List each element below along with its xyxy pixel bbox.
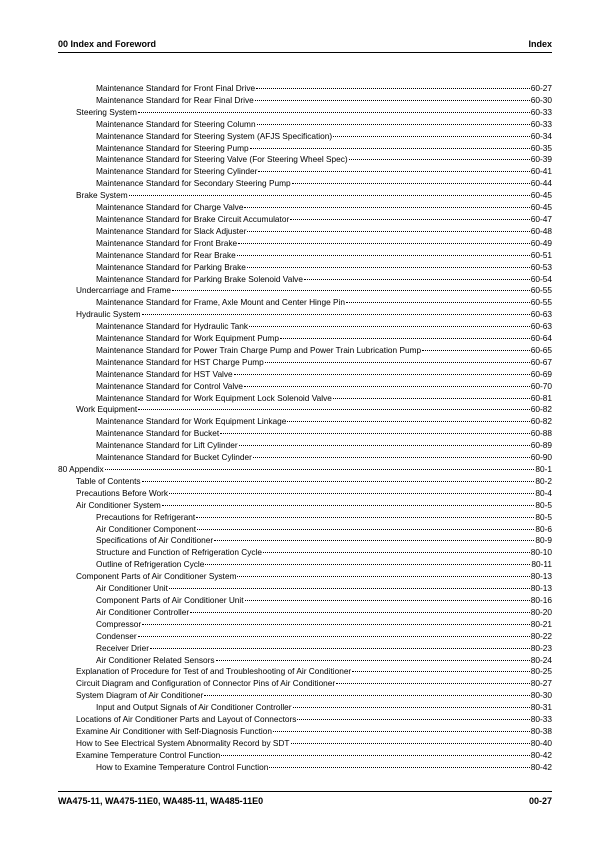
- dot-leader: [237, 576, 529, 577]
- toc-entry-page: 80-11: [531, 559, 552, 570]
- toc-entry[interactable]: [58, 250, 552, 262]
- toc-entry[interactable]: [58, 631, 552, 643]
- dot-leader: [204, 695, 529, 696]
- dot-leader: [162, 505, 535, 506]
- toc-entry-title: Maintenance Standard for Frame, Axle Mount and Center Hinge Pin: [96, 297, 346, 308]
- toc-entry-page: 80-9: [535, 535, 552, 546]
- toc-entry-page: 80-42: [530, 761, 552, 772]
- toc-entry-title: Maintenance Standard for Power Train Charge Pump and Power Train Lubrication Pump: [96, 344, 422, 355]
- dot-leader: [257, 124, 530, 125]
- dot-leader: [291, 743, 530, 744]
- toc-entry-title: Maintenance Standard for Work Equipment Linkage: [96, 416, 287, 427]
- toc-entry-page: 60-39: [530, 154, 552, 165]
- dot-leader: [352, 671, 530, 672]
- toc-entry[interactable]: [58, 238, 552, 250]
- dot-leader: [297, 719, 529, 720]
- dot-leader: [256, 88, 530, 89]
- toc-entry[interactable]: [58, 547, 552, 559]
- dot-leader: [138, 112, 530, 113]
- toc-entry-page: 80-4: [535, 487, 552, 498]
- toc-entry-page: 80-24: [530, 654, 552, 665]
- toc-entry-title: Maintenance Standard for Steering Cylinder: [96, 166, 258, 177]
- toc-entry-title: Circuit Diagram and Configuration of Connector Pins of Air Conditioner: [76, 678, 336, 689]
- toc-entry-title: Maintenance Standard for Slack Adjuster: [96, 225, 247, 236]
- toc-entry-page: 60-33: [530, 118, 552, 129]
- toc-entry-page: 80-5: [535, 499, 552, 510]
- toc-entry-page: 80-1: [535, 464, 552, 474]
- dot-leader: [249, 326, 530, 327]
- toc-entry[interactable]: [58, 428, 552, 440]
- dot-leader: [265, 362, 530, 363]
- toc-entry[interactable]: [58, 154, 552, 166]
- dot-leader: [247, 231, 529, 232]
- toc-entry-title: Input and Output Signals of Air Conditioner Controller: [96, 702, 292, 713]
- toc-entry-title: Maintenance Standard for Bucket Cylinder: [96, 452, 252, 463]
- toc-entry-title: Component Parts of Air Conditioner Unit: [96, 594, 244, 605]
- dot-leader: [220, 433, 530, 434]
- toc-entry[interactable]: [58, 762, 552, 774]
- toc-entry-title: Maintenance Standard for Bucket: [96, 428, 220, 439]
- toc-entry-title: Compressor: [96, 618, 142, 629]
- toc-entry[interactable]: [58, 166, 552, 178]
- dot-leader: [142, 481, 535, 482]
- dot-leader: [105, 469, 535, 470]
- toc-entry[interactable]: [58, 690, 552, 702]
- toc-entry-title: Examine Air Conditioner with Self-Diagnosis Function: [76, 725, 272, 736]
- dot-leader: [190, 612, 530, 613]
- dot-leader: [280, 338, 530, 339]
- toc-entry-page: 60-44: [530, 178, 552, 189]
- toc-entry-page: 80-13: [530, 583, 552, 594]
- header-rule: [58, 52, 552, 53]
- dot-leader: [138, 409, 530, 410]
- dot-leader: [221, 755, 530, 756]
- toc-entry-title: Outline of Refrigeration Cycle: [96, 559, 205, 570]
- toc-entry[interactable]: [58, 559, 552, 571]
- toc-entry[interactable]: [58, 595, 552, 607]
- toc-entry-title: Receiver Drier: [96, 642, 150, 653]
- toc-entry-page: 80-40: [530, 737, 552, 748]
- page-footer: [58, 796, 552, 808]
- toc-entry-page: 80-25: [530, 666, 552, 677]
- toc-entry-title: Maintenance Standard for Parking Brake: [96, 261, 246, 272]
- footer-page-number: 00-27: [528, 796, 552, 806]
- toc-entry-page: 60-63: [530, 309, 552, 320]
- toc-entry-title: Condenser: [96, 630, 137, 641]
- toc-entry-title: Maintenance Standard for Rear Final Drive: [96, 94, 254, 105]
- toc-entry-title: Maintenance Standard for Steering Valve (For Steering Wheel Spec): [96, 154, 348, 165]
- dot-leader: [142, 314, 530, 315]
- toc-entry-page: 60-54: [530, 273, 552, 284]
- dot-leader: [333, 398, 530, 399]
- toc-entry-title: Maintenance Standard for Front Brake: [96, 237, 238, 248]
- dot-leader: [287, 421, 529, 422]
- toc-entry[interactable]: [58, 297, 552, 309]
- toc-entry[interactable]: [58, 369, 552, 381]
- dot-leader: [214, 540, 534, 541]
- toc-entry[interactable]: [58, 226, 552, 238]
- toc-entry-title: Hydraulic System: [76, 309, 141, 320]
- dot-leader: [234, 374, 530, 375]
- toc-entry[interactable]: [58, 107, 552, 119]
- toc-entry-page: 80-42: [530, 749, 552, 760]
- dot-leader: [273, 731, 530, 732]
- toc-entry-page: 80-30: [530, 690, 552, 701]
- header-index-label: Index: [528, 39, 552, 49]
- toc-entry-page: 80-6: [535, 523, 552, 534]
- toc-entry-page: 60-27: [530, 83, 552, 93]
- toc-entry[interactable]: [58, 285, 552, 297]
- toc-entry-title: Air Conditioner Controller: [96, 606, 190, 617]
- toc-entry[interactable]: [58, 535, 552, 547]
- toc-entry-title: Maintenance Standard for Parking Brake Solenoid Valve: [96, 273, 303, 284]
- dot-leader: [245, 600, 530, 601]
- dot-leader: [239, 445, 530, 446]
- toc-entry[interactable]: [58, 452, 552, 464]
- footer-models: WA475-11, WA475-11E0, WA485-11, WA485-11E0: [58, 796, 264, 806]
- footer-rule: [58, 791, 552, 792]
- dot-leader: [169, 493, 534, 494]
- toc-entry[interactable]: [58, 345, 552, 357]
- toc-entry-page: 60-34: [530, 130, 552, 141]
- toc-entry[interactable]: [58, 512, 552, 524]
- toc-entry-title: Specifications of Air Conditioner: [96, 535, 214, 546]
- dot-leader: [255, 100, 530, 101]
- toc-entry-page: 80-38: [530, 725, 552, 736]
- toc-entry-page: 80-20: [530, 606, 552, 617]
- toc-entry-title: Table of Contents: [76, 475, 141, 486]
- toc-entry-page: 80-10: [530, 547, 552, 558]
- toc-entry[interactable]: [58, 119, 552, 131]
- dot-leader: [250, 148, 530, 149]
- toc-entry-page: 60-65: [530, 344, 552, 355]
- toc-entry[interactable]: [58, 131, 552, 143]
- toc-entry-page: 60-41: [530, 166, 552, 177]
- toc-entry-title: Maintenance Standard for Lift Cylinder: [96, 440, 238, 451]
- toc-entry-page: 60-89: [530, 440, 552, 451]
- toc-entry-title: Maintenance Standard for Control Valve: [96, 380, 243, 391]
- dot-leader: [253, 457, 530, 458]
- toc-entry-title: Precautions for Refrigerant: [96, 511, 196, 522]
- toc-entry-title: Maintenance Standard for Rear Brake: [96, 249, 236, 260]
- toc-entry-title: Maintenance Standard for Front Final Drive: [96, 83, 256, 93]
- dot-leader: [150, 648, 530, 649]
- dot-leader: [292, 183, 530, 184]
- dot-leader: [196, 517, 534, 518]
- toc-entry[interactable]: [58, 83, 552, 95]
- toc-entry[interactable]: [58, 738, 552, 750]
- dot-leader: [205, 564, 530, 565]
- toc-entry-page: 80-21: [530, 618, 552, 629]
- toc-entry[interactable]: [58, 381, 552, 393]
- toc-entry-title: Maintenance Standard for Brake Circuit Accumulator: [96, 213, 290, 224]
- dot-leader: [142, 624, 530, 625]
- toc-entry-page: 60-70: [530, 380, 552, 391]
- toc-entry-page: 60-53: [530, 261, 552, 272]
- toc-entry[interactable]: [58, 262, 552, 274]
- toc-entry-page: 60-48: [530, 225, 552, 236]
- dot-leader: [129, 195, 530, 196]
- toc-entry-page: 60-90: [530, 452, 552, 463]
- toc-entry[interactable]: [58, 178, 552, 190]
- toc-entry-page: 80-33: [530, 714, 552, 725]
- toc-entry-title: Work Equipment: [76, 404, 138, 415]
- dot-leader: [336, 683, 530, 684]
- toc-entry-page: 80-13: [530, 571, 552, 582]
- toc-entry-page: 80-5: [535, 511, 552, 522]
- toc-entry-page: 60-67: [530, 356, 552, 367]
- toc-entry-title: Maintenance Standard for HST Valve: [96, 368, 233, 379]
- toc-entry-title: Maintenance Standard for Steering Pump: [96, 142, 249, 153]
- toc-entry-page: 80-23: [530, 642, 552, 653]
- toc-entry-title: Maintenance Standard for Charge Valve: [96, 202, 244, 213]
- toc-entry-page: 60-69: [530, 368, 552, 379]
- toc-entry[interactable]: [58, 190, 552, 202]
- dot-leader: [333, 136, 530, 137]
- toc-entry-title: Maintenance Standard for HST Charge Pump: [96, 356, 264, 367]
- toc-entry-title: Air Conditioner Unit: [96, 583, 168, 594]
- toc-entry[interactable]: [58, 440, 552, 452]
- toc-entry-title: Explanation of Procedure for Test of and Troubleshooting of Air Conditioner: [76, 666, 352, 677]
- dot-leader: [263, 552, 530, 553]
- toc-entry-page: 60-35: [530, 142, 552, 153]
- toc-entry[interactable]: [58, 143, 552, 155]
- toc-entry-page: 60-82: [530, 416, 552, 427]
- toc-entry-title: Structure and Function of Refrigeration Cycle: [96, 547, 263, 558]
- dot-leader: [258, 171, 529, 172]
- toc-entry[interactable]: [58, 274, 552, 286]
- toc-entry[interactable]: [58, 726, 552, 738]
- dot-leader: [293, 707, 530, 708]
- toc-entry[interactable]: [58, 524, 552, 536]
- dot-leader: [269, 767, 529, 768]
- toc-entry-title: System Diagram of Air Conditioner: [76, 690, 204, 701]
- toc-entry-title: Maintenance Standard for Secondary Steering Pump: [96, 178, 291, 189]
- toc-entry-page: 80-2: [535, 475, 552, 486]
- toc-entry-page: 80-31: [530, 702, 552, 713]
- toc-entry-page: 60-55: [530, 285, 552, 296]
- toc-entry[interactable]: [58, 750, 552, 762]
- toc-entry-page: 60-64: [530, 333, 552, 344]
- dot-leader: [237, 255, 530, 256]
- dot-leader: [238, 243, 530, 244]
- toc-entry-title: 80 Appendix: [58, 464, 104, 474]
- toc-entry-title: Air Conditioner Component: [96, 523, 197, 534]
- toc-entry[interactable]: [58, 95, 552, 107]
- dot-leader: [216, 660, 530, 661]
- toc-entry-title: Brake System: [76, 190, 128, 201]
- dot-leader: [349, 159, 530, 160]
- dot-leader: [247, 267, 530, 268]
- toc-entry-page: 60-81: [530, 392, 552, 403]
- toc-entry-page: 60-51: [530, 249, 552, 260]
- toc-entry-title: Maintenance Standard for Work Equipment Lock Solenoid Valve: [96, 392, 332, 403]
- toc-entry-page: 80-22: [530, 630, 552, 641]
- toc-entry-title: Undercarriage and Frame: [76, 285, 171, 296]
- toc-entry[interactable]: [58, 571, 552, 583]
- toc-entry-title: Maintenance Standard for Steering System (AFJS Specification): [96, 130, 333, 141]
- toc-entry[interactable]: [58, 202, 552, 214]
- toc-entry-title: Maintenance Standard for Steering Column: [96, 118, 256, 129]
- toc-entry[interactable]: [58, 321, 552, 333]
- toc-entry-title: Locations of Air Conditioner Parts and Layout of Connectors: [76, 714, 297, 725]
- table-of-contents: [58, 83, 552, 774]
- toc-entry-title: Maintenance Standard for Work Equipment Pump: [96, 333, 279, 344]
- toc-entry[interactable]: [58, 214, 552, 226]
- toc-entry-page: 60-63: [530, 321, 552, 332]
- toc-entry[interactable]: [58, 500, 552, 512]
- dot-leader: [244, 207, 529, 208]
- dot-leader: [138, 636, 530, 637]
- dot-leader: [422, 350, 530, 351]
- toc-entry[interactable]: [58, 666, 552, 678]
- dot-leader: [169, 588, 530, 589]
- dot-leader: [244, 386, 530, 387]
- dot-leader: [290, 219, 530, 220]
- toc-entry-page: 60-45: [530, 190, 552, 201]
- toc-entry[interactable]: [58, 678, 552, 690]
- toc-entry-page: 60-45: [530, 202, 552, 213]
- toc-entry[interactable]: [58, 583, 552, 595]
- toc-entry[interactable]: [58, 714, 552, 726]
- toc-entry[interactable]: [58, 476, 552, 488]
- dot-leader: [172, 290, 530, 291]
- toc-entry-page: 60-55: [530, 297, 552, 308]
- toc-entry[interactable]: [58, 404, 552, 416]
- toc-entry-page: 60-88: [530, 428, 552, 439]
- toc-entry[interactable]: [58, 643, 552, 655]
- toc-entry[interactable]: [58, 464, 552, 476]
- toc-entry[interactable]: [58, 333, 552, 345]
- toc-entry-title: How to Examine Temperature Control Function: [96, 761, 269, 772]
- toc-entry[interactable]: [58, 357, 552, 369]
- toc-entry[interactable]: [58, 619, 552, 631]
- toc-entry-title: Precautions Before Work: [76, 487, 169, 498]
- toc-entry-page: 60-82: [530, 404, 552, 415]
- toc-entry-title: Steering System: [76, 106, 137, 117]
- toc-entry-page: 60-47: [530, 213, 552, 224]
- toc-entry-page: 60-49: [530, 237, 552, 248]
- toc-entry-page: 60-30: [530, 94, 552, 105]
- dot-leader: [304, 279, 530, 280]
- toc-entry-title: Air Conditioner System: [76, 499, 161, 510]
- toc-entry[interactable]: [58, 655, 552, 667]
- toc-entry-title: Component Parts of Air Conditioner System: [76, 571, 237, 582]
- dot-leader: [197, 529, 534, 530]
- toc-entry-page: 80-27: [530, 678, 552, 689]
- toc-entry[interactable]: [58, 488, 552, 500]
- toc-entry-page: 80-16: [530, 594, 552, 605]
- toc-entry-page: 60-33: [530, 106, 552, 117]
- toc-entry[interactable]: [58, 309, 552, 321]
- toc-entry-title: Examine Temperature Control Function: [76, 749, 221, 760]
- toc-entry-title: Air Conditioner Related Sensors: [96, 654, 215, 665]
- page-header: [58, 37, 552, 49]
- toc-entry[interactable]: [58, 607, 552, 619]
- toc-entry-title: Maintenance Standard for Hydraulic Tank: [96, 321, 249, 332]
- header-section-title: 00 Index and Foreword: [58, 39, 157, 49]
- toc-entry[interactable]: [58, 393, 552, 405]
- toc-entry-title: How to See Electrical System Abnormality Record by SDT: [76, 737, 290, 748]
- toc-entry[interactable]: [58, 702, 552, 714]
- dot-leader: [346, 302, 530, 303]
- toc-entry[interactable]: [58, 416, 552, 428]
